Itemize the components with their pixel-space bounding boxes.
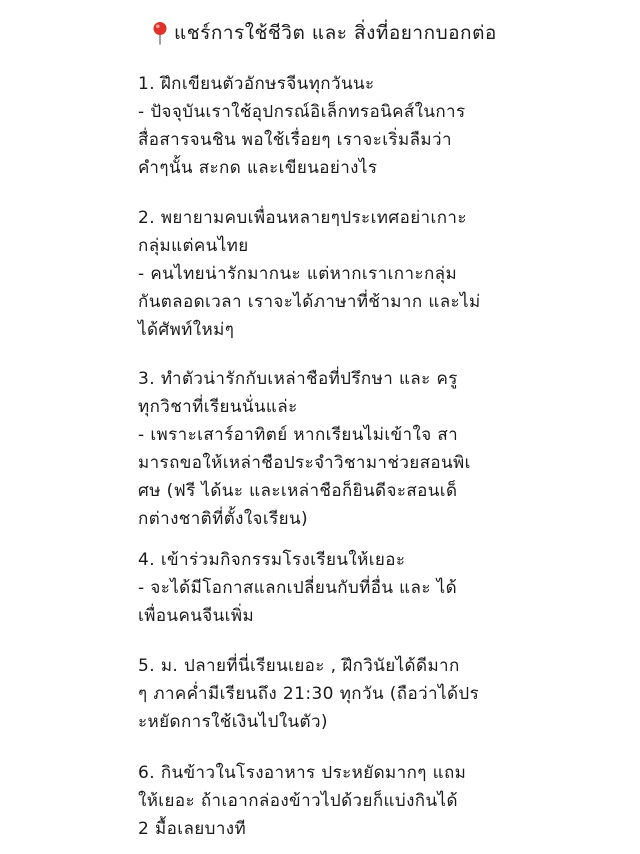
tip-4 (138, 546, 510, 630)
tip-5-line-1: 5. ม. ปลายที่นี่เรียนเยอะ , ฝึกวินัยได้ดีมาก (138, 656, 460, 676)
tip-6-line-1: 6. กินข้าวในโรงอาหาร ประหยัดมากๆ แถม (138, 763, 467, 783)
tip-4-line-2: - จะได้มีโอกาสแลกเปลี่ยนกับที่อื่น และ ได้ (138, 578, 458, 598)
tip-6-line-3: 2 มื้อเลยบางที (138, 819, 247, 839)
tip-3-line-6: กต่างชาติที่ตั้งใจเรียน) (138, 509, 309, 529)
tip-1-line-3: สื่อสารจนชิน พอใช้เรื่อยๆ เราจะเริ่มลืมว่า (138, 130, 452, 150)
tip-5 (138, 652, 510, 736)
tip-2 (138, 204, 510, 344)
tip-1-line-4: คำๆนั้น สะกด และเขียนอย่างไร (138, 158, 378, 178)
tip-3-line-2: ทุกวิชาที่เรียนนั่นแล่ะ (138, 397, 298, 417)
tip-3-line-5: ศษ (ฟรี ได้นะ และเหล่าชือก็ยินดีจะสอนเด็ (138, 481, 458, 501)
tip-2-line-3: - คนไทยน่ารักมากนะ แต่หากเราเกาะกลุ่ม (138, 264, 458, 284)
tip-2-line-5: ได้ศัพท์ใหม่ๆ (138, 320, 235, 340)
tip-3-line-1: 3. ทำตัวน่ารักกับเหล่าชือที่ปรึกษา และ ครู (138, 369, 458, 389)
tip-2-line-4: กันตลอดเวลา เราจะได้ภาษาที่ช้ามาก และไม่ (138, 292, 481, 312)
page-title-text: แชร์การใช้ชีวิต และ สิ่งที่อยากบอกต่อ (174, 22, 497, 44)
tip-1 (138, 70, 510, 182)
tip-3-line-4: มารถขอให้เหล่าชือประจำวิชามาช่วยสอนพิเ (138, 453, 471, 473)
tip-4-line-1: 4. เข้าร่วมกิจกรรมโรงเรียนให้เยอะ (138, 550, 406, 570)
tip-5-line-2: ๆ ภาคค่ำมีเรียนถึง 21:30 ทุกวัน (ถือว่าได้ปร (138, 684, 480, 704)
tip-6-line-2: ให้เยอะ ถ้าเอากล่องข้าวไปด้วยก็แบ่งกินได้ (138, 791, 458, 811)
tip-5-line-3: ะหยัดการใช้เงินไปในตัว) (138, 712, 328, 732)
round-pushpin-icon (152, 21, 168, 45)
tip-1-line-1: 1. ฝึกเขียนตัวอักษรจีนทุกวันนะ (138, 74, 375, 94)
tip-1-line-2: - ปัจจุบันเราใช้อุปกรณ์อิเล็กทรอนิคส์ในการ (138, 102, 466, 122)
tip-2-line-2: กลุ่มแต่คนไทย (138, 236, 249, 256)
tip-2-line-1: 2. พยายามคบเพื่อนหลายๆประเทศอย่าเกาะ (138, 208, 467, 228)
tip-4-line-3: เพื่อนคนจีนเพิ่ม (138, 606, 255, 626)
tip-6 (138, 759, 510, 843)
tip-3 (138, 365, 510, 533)
tip-3-line-3: - เพราะเสาร์อาทิตย์ หากเรียนไม่เข้าใจ สา (138, 425, 459, 445)
page-title (152, 18, 497, 48)
